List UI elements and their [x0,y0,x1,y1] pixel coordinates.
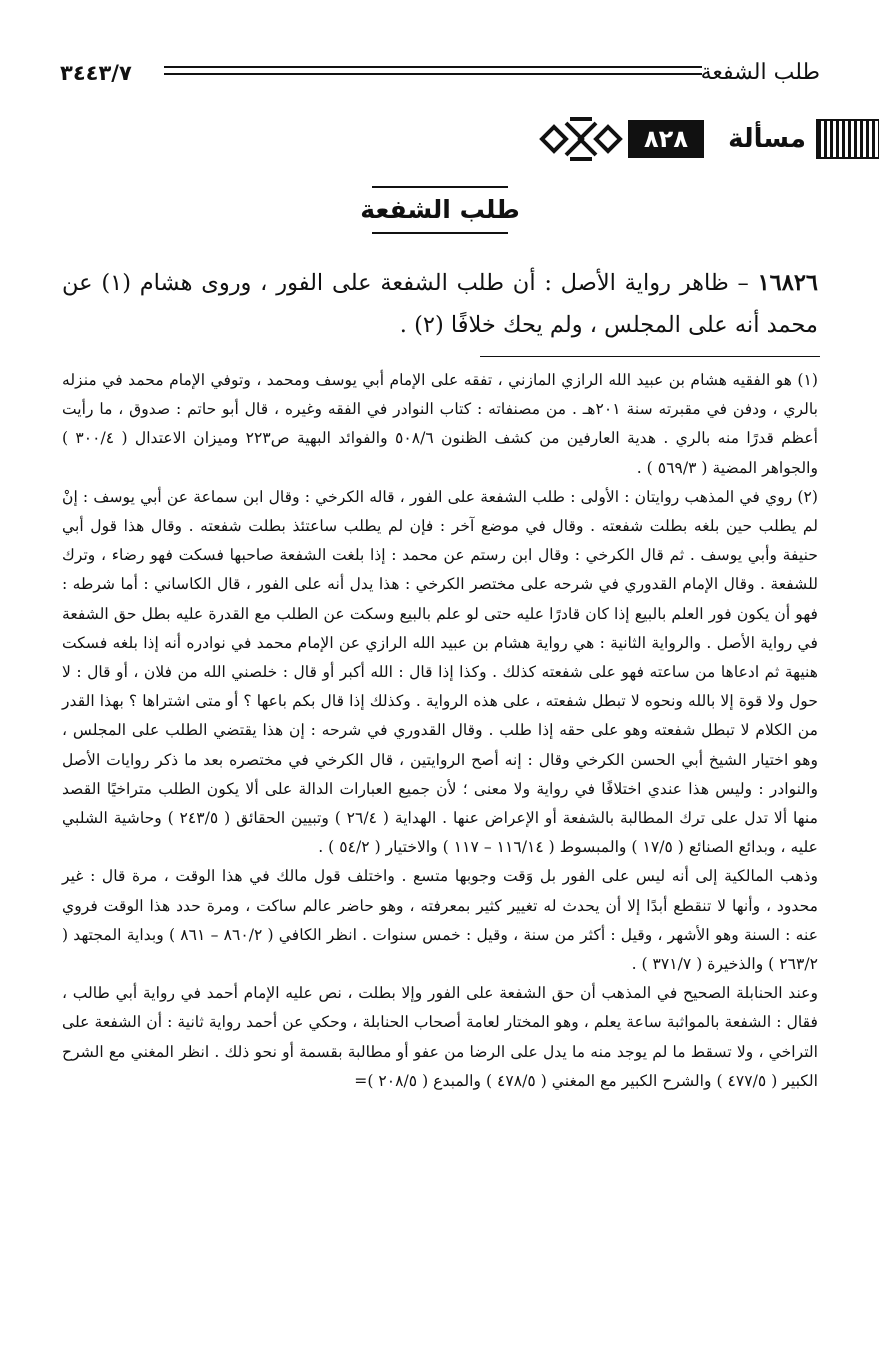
entry-number: ١٦٨٢٦ [757,270,818,296]
issue-number: ٨٢٨ [628,120,704,158]
running-header [60,56,820,96]
footnote: (٢) روي في المذهب روايتان : الأولى : طلب الشفعة على الفور ، قاله الكرخي : وقال ابن سماعة عن أبي يوسف : إنْ لم يطلب حين بلغه بطلت شفعته . وقال في موضع آخر : فإن لم يطلب ساعتئذ بطلت شفعته . وقال هذا قول أبي حنيفة وأبي يوسف . ثم قال الكرخي : وقال ابن رستم عن محمد : إذا بلغت الشفعة صاحبها فسكت فهو رضاء ، وترك للشفعة . وقال الإمام القدوري في شرحه على مختصر الكرخي : هذا يدل أنه على الفور ، قال الكاساني : أما شرطه : فهو أن يكون فور العلم بالبيع إذا كان قادرًا عليه حتى لو علم بالبيع وسكت عن الطلب مع القدرة عليه بطل حق الشفعة في رواية الأصل . والرواية الثانية : هي رواية هشام بن عبيد الله الرازي عن الإمام محمد في نوادره أنه إذا بلغه فسكت هنيهة ثم ادعاها من ساعته فهو على شفعته كذلك . وكذا إذا قال : الله أكبر أو قال : خلصني الله من فلان ، أو قال : لا حول ولا قوة إلا بالله ونحوه لا تبطل شفعته ، على هذه الرواية . وكذلك إذا قال بكم باعها ؟ أو متى اشتراها ؟ بهذا القدر من الكلام لا تبطل شفعته وهو على حقه إذا طلب . وقال القدوري في شرحه : إن هذا يقتضي الطلب على المجلس ، وهو اختيار الشيخ أبي الحسن الكرخي وقال : إنه أصح الروايتين ، قال الكرخي في مختصره بعد ما ذكر روايات الأصل والنوادر : وليس هذا عندي اختلافًا في رواية ولا معنى ؛ لأن جميع العبارات الدالة على ألا يكون الطلب متراخيًا القصد منها ألا تدل على ترك المطالبة بالشفعة أو الإعراض عنها . الهداية ( ٢٦/٤ ) وتبيين الحقائق ( ٢٤٣/٥ ) وحاشية الشلبي عليه ، وبدائع الصنائع ( ١٧/٥ ) والمبسوط ( ١١٦/١٤ – ١١٧ ) والاختيار ( ٥٤/٢ ) . [62,487,818,857]
issue-label: مسألة [728,124,806,154]
page-reference: ٣٤٤٣/٧ [60,61,132,85]
footnote: وعند الحنابلة الصحيح في المذهب أن حق الشفعة على الفور وإلا بطلت ، نص عليه الإمام أحمد في رواية أبي طالب ، فقال : الشفعة بالمواثبة ساعة يعلم ، وهو المختار لعامة أصحاب الحنابلة ، وحكي عن أحمد رواية ثانية : أن الشفعة على التراخي ، ولا تسقط ما لم يوجد منه ما يدل على الرضا من عفو أو مطالبة بقسمة أو نحو ذلك . انظر المغني مع الشرح الكبير ( ٤٧٧/٥ ) والشرح الكبير مع المغني ( ٤٧٨/٥ ) والمبدع ( ٢٠٨/٥ )= [62,984,818,1090]
footnotes [62,366,818,1096]
running-header-title: طلب الشفعة [700,60,820,85]
knot-ornament-icon [538,115,624,163]
footnote: وذهب المالكية إلى أنه ليس على الفور بل وَقت وجوبها متسع . واختلف قول مالك في هذا الوقت ، مرة قال : غير محدود ، وأنها لا تنقطع أبدًا إلا أن يحدث له تغيير كثير بمعرفته ، وهو حاضر عالم ساكت ، ومرة حدد هذا الوقت فروي عنه : السنة وهو الأشهر ، وقيل : أكثر من سنة ، وقيل : خمس سنوات . انظر الكافي ( ٨٦٠/٢ – ٨٦١ ) وبداية المجتهد ( ٢٦٣/٢ ) والذخيرة ( ٣٧١/٧ ) . [62,867,818,974]
title-rule-bottom [372,232,508,234]
footnote: (١) هو الفقيه هشام بن عبيد الله الرازي المازني ، تفقه على الإمام أبي يوسف ومحمد ، وتوفي الإمام محمد في منزله بالري ، ودفن في مقبرته سنة ٢٠١هـ . من مصنفاته : كتاب النوادر في الفقه وغيره ، قال أبو حاتم : صدوق ، ما رأيت أعظم قدرًا منه بالري . هدية العارفين من كشف الظنون ٥٠٨/٦ والفوائد البهية ص٢٢٣ وميزان الاعتدال ( ٣٠٠/٤ ) والجواهر المضية ( ٥٦٩/٣ ) . [62,371,818,477]
title-rule-top [372,186,508,188]
barcode-ornament-icon [816,119,879,159]
issue-banner [540,113,879,169]
section-title: طلب الشفعة [360,195,520,224]
main-paragraph [62,262,818,346]
main-text: – ظاهر رواية الأصل : أن طلب الشفعة على الفور ، وروى هشام (١) عن محمد أنه على المجلس ، ولم يحك خلافًا (٢) . [62,270,818,338]
footnote-separator [480,356,820,357]
header-double-rule [164,66,702,75]
